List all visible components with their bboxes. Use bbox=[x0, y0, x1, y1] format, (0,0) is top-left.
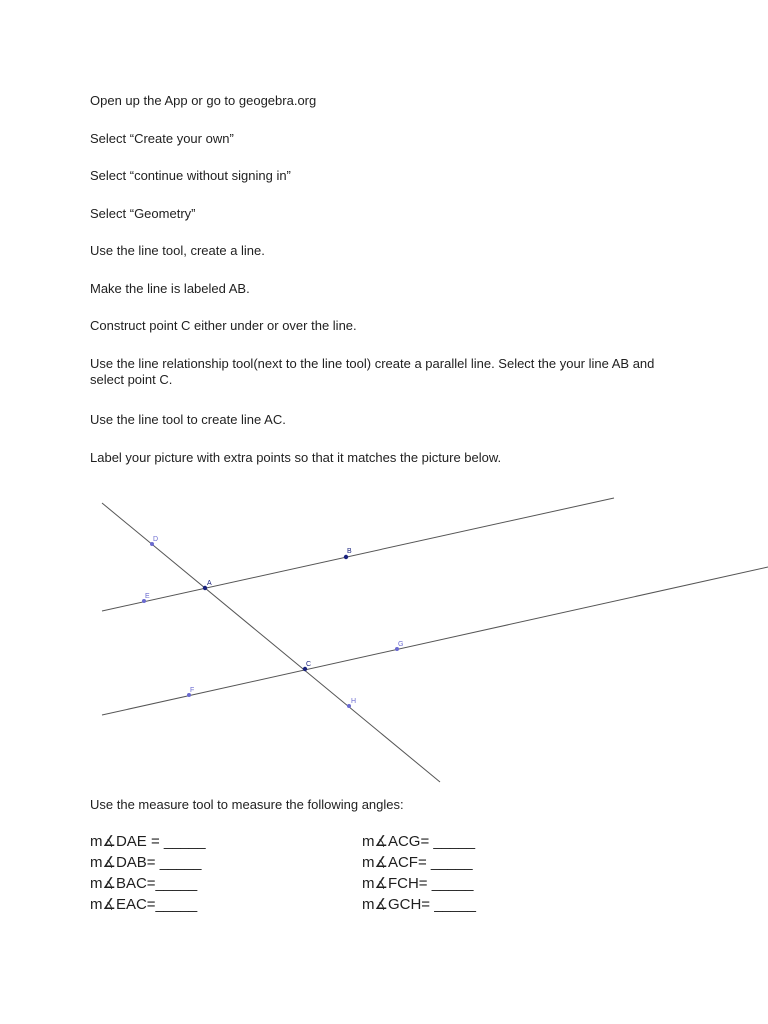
angle-fch: m∡FCH= _____ bbox=[362, 875, 474, 892]
instruction-3: Select “continue without signing in” bbox=[90, 168, 291, 183]
angle-acf: m∡ACF= _____ bbox=[362, 854, 473, 871]
point-f-label: F bbox=[190, 687, 195, 694]
angle-gch: m∡GCH= _____ bbox=[362, 896, 476, 913]
point-f bbox=[187, 687, 194, 697]
point-d-label: D bbox=[153, 536, 159, 543]
point-h-label: H bbox=[351, 698, 357, 705]
point-a-label: A bbox=[207, 580, 212, 587]
point-c bbox=[303, 661, 311, 671]
point-g-label: G bbox=[398, 641, 404, 648]
angle-acg: m∡ACG= _____ bbox=[362, 833, 476, 850]
point-d bbox=[150, 536, 158, 546]
measure-prompt: Use the measure tool to measure the following angles: bbox=[90, 797, 404, 812]
point-h bbox=[347, 698, 356, 708]
angle-dae: m∡DAE = _____ bbox=[90, 833, 206, 850]
instruction-9: Use the line tool to create line AC. bbox=[90, 412, 286, 427]
instruction-7: Construct point C either under or over the line. bbox=[90, 318, 357, 333]
instruction-10: Label your picture with extra points so that it matches the picture below. bbox=[90, 450, 502, 465]
instruction-8: Use the line relationship tool(next to the line tool) create a parallel line. Select the your line AB and select point C. bbox=[90, 356, 655, 387]
instruction-5: Use the line tool, create a line. bbox=[90, 243, 265, 258]
line-ab bbox=[102, 498, 614, 611]
angle-bac: m∡BAC=_____ bbox=[90, 875, 198, 892]
instruction-4: Select “Geometry” bbox=[90, 206, 196, 221]
geometry-figure bbox=[0, 480, 768, 785]
point-e-label: E bbox=[145, 593, 150, 600]
instruction-1: Open up the App or go to geogebra.org bbox=[90, 93, 317, 108]
point-a bbox=[203, 580, 212, 590]
point-b-label: B bbox=[347, 548, 352, 555]
point-b bbox=[344, 548, 352, 559]
instruction-6: Make the line is labeled AB. bbox=[90, 281, 250, 296]
instruction-2: Select “Create your own” bbox=[90, 131, 234, 146]
angle-eac: m∡EAC=_____ bbox=[90, 896, 198, 913]
angle-dab: m∡DAB= _____ bbox=[90, 854, 202, 871]
point-c-label: C bbox=[306, 661, 312, 668]
point-g bbox=[395, 641, 403, 651]
